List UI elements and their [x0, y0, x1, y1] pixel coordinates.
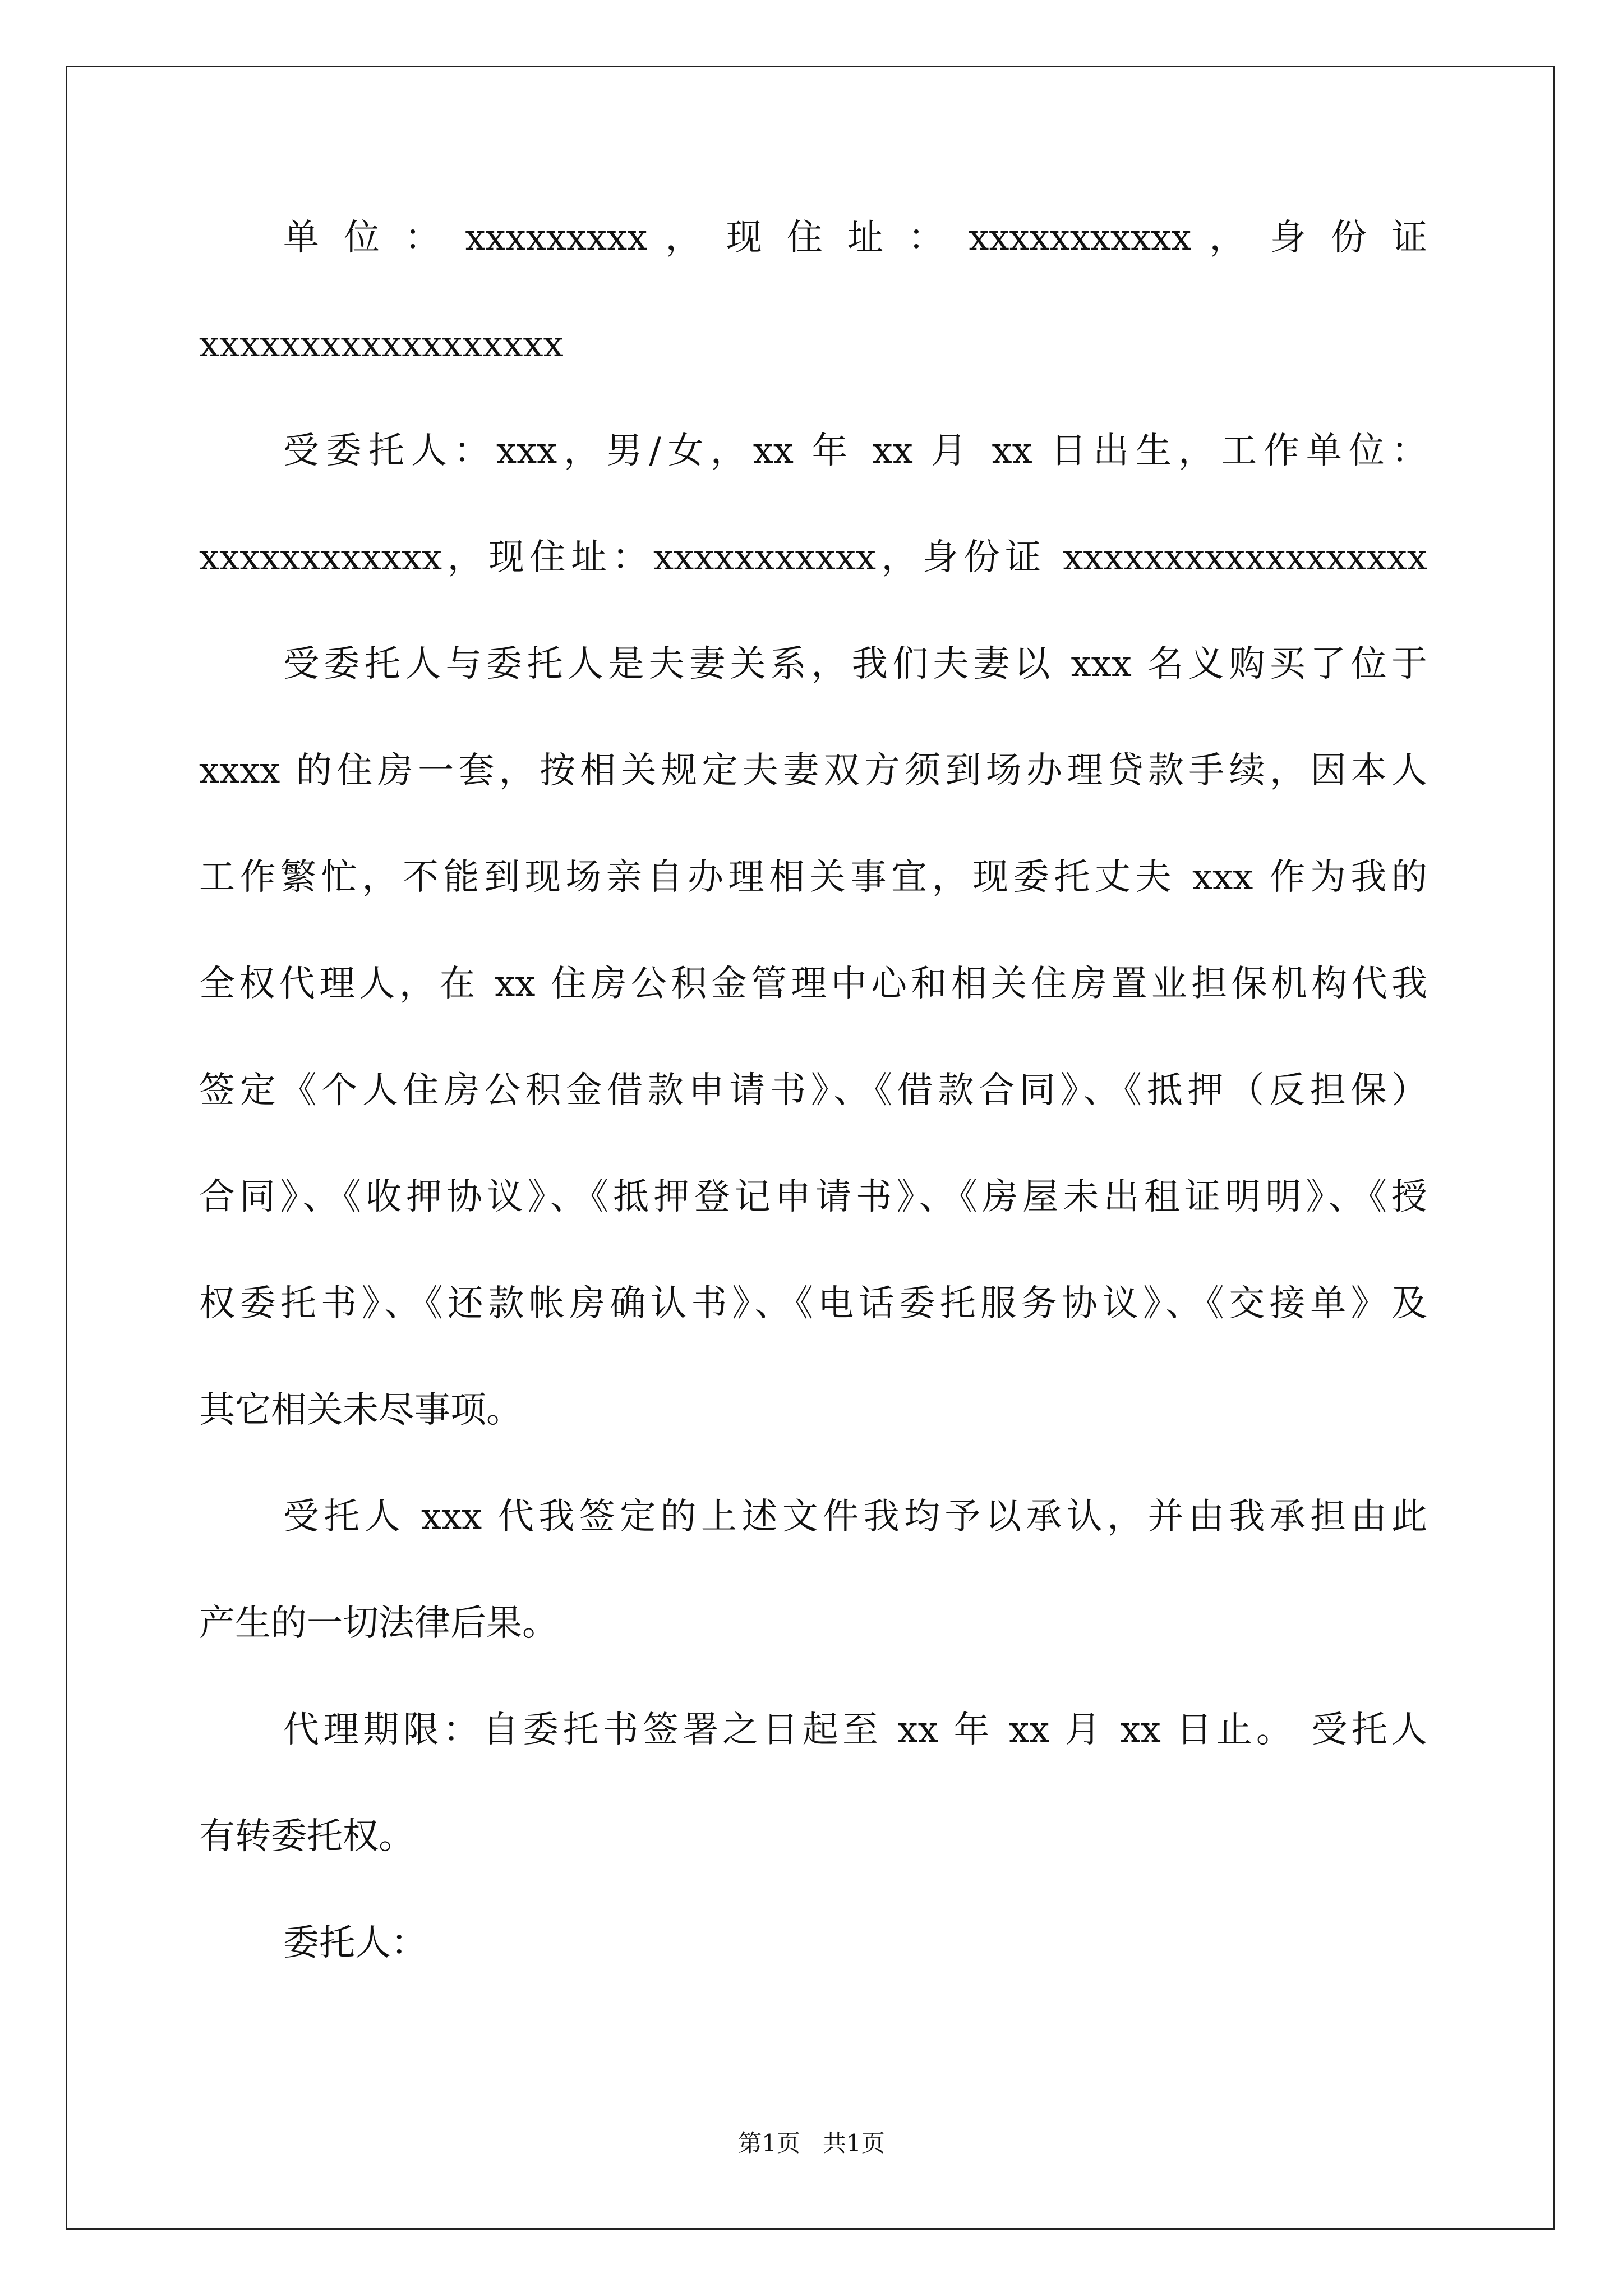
- principal-id-number-line: xxxxxxxxxxxxxxxxxx: [199, 324, 564, 365]
- agency-term-line: 代理期限：自委托书签署之日起至 xx 年 xx 月 xx 日止。 受托人: [283, 1709, 1427, 1751]
- paragraph-line: 工作繁忙，不能到现场亲自办理相关事宜，现委托丈夫 xxx 作为我的: [199, 857, 1427, 898]
- acknowledgement-line: 受托人 xxx 代我签定的上述文件我均予以承认，并由我承担由此: [283, 1496, 1427, 1538]
- principal-signature-label: 委托人：: [283, 1922, 427, 1964]
- page-number-footer: 第1页 共1页: [738, 2129, 885, 2157]
- paragraph-line: 合同》、《收押协议》、《抵押登记申请书》、《房屋未出租证明明》、《授: [199, 1176, 1427, 1218]
- agency-term-line: 有转委托权。: [199, 1816, 414, 1857]
- agent-address-line: xxxxxxxxxxxx，现住址：xxxxxxxxxxx，身份证 xxxxxxxxxxxxxxxxxx: [199, 537, 1427, 578]
- acknowledgement-line: 产生的一切法律后果。: [199, 1603, 558, 1644]
- paragraph-line: 受委托人与委托人是夫妻关系，我们夫妻以 xxx 名义购买了位于: [283, 643, 1427, 685]
- principal-work-unit-line: 单 位 ： xxxxxxxxx ， 现 住 址 ： xxxxxxxxxxx ， 身 份 证: [283, 217, 1427, 259]
- paragraph-line: 全权代理人，在 xx 住房公积金管理中心和相关住房置业担保机构代我: [199, 963, 1427, 1005]
- paragraph-line: 权委托书》、《还款帐房确认书》、《电话委托服务协议》、《交接单》及: [199, 1283, 1427, 1324]
- paragraph-line: 其它相关未尽事项。: [199, 1389, 522, 1431]
- document-body: [199, 217, 1427, 1964]
- paragraph-line: xxxx 的住房一套，按相关规定夫妻双方须到场办理贷款手续，因本人: [199, 750, 1427, 792]
- paragraph-line: 签定《个人住房公积金借款申请书》、《借款合同》、《抵押（反担保）: [199, 1070, 1427, 1111]
- agent-info-line: 受委托人：xxx，男/女，xx 年 xx 月 xx 日出生，工作单位：: [283, 430, 1427, 472]
